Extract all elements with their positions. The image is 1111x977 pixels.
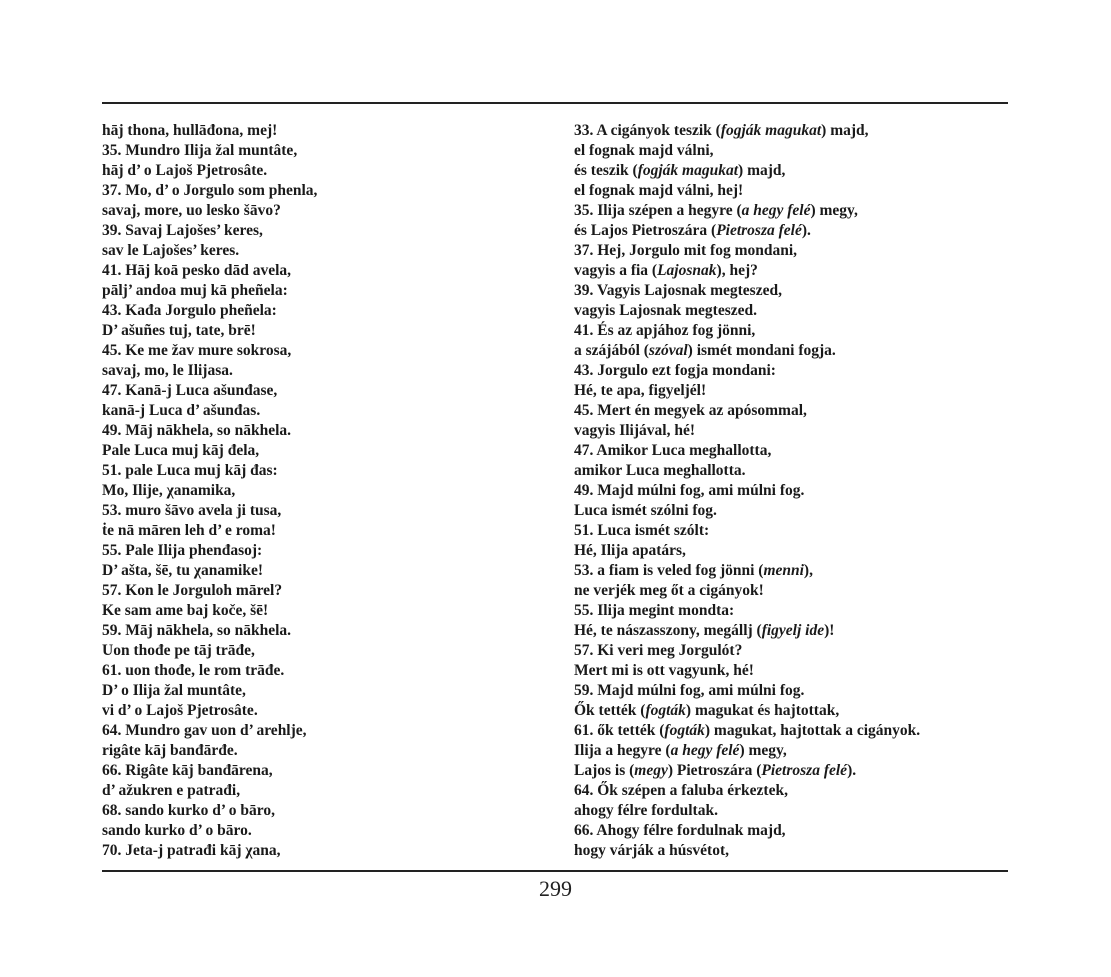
italic-gloss: fogták [664, 722, 705, 739]
text-line: 57. Kon le Jorguloh mārel? [102, 582, 283, 599]
text-line: pālj’ andoa muj kā pheñela: [102, 282, 288, 299]
text-line [574, 621, 1008, 641]
text-line [574, 841, 1008, 861]
text-segment: 64. Ők szépen a faluba érkeztek, [574, 782, 788, 799]
text-line [574, 281, 1008, 301]
italic-gloss: Pietrosza felé [716, 222, 802, 239]
text-line [574, 361, 1008, 381]
text-segment: ) magukat, hajtottak a cigányok. [704, 722, 921, 739]
text-line: 66. Rigâte kāj banđārena, [102, 762, 273, 779]
text-line: kanā-j Luca d’ ašunđas. [102, 402, 261, 419]
text-line: vi d’ o Lajoš Pjetrosâte. [102, 702, 258, 719]
italic-gloss: szóval [648, 342, 688, 359]
text-line [574, 681, 1008, 701]
text-line [574, 241, 1008, 261]
text-segment: Hé, Ilija apatárs, [574, 542, 686, 559]
text-segment: ), hej? [716, 262, 758, 279]
text-line: D’ ašta, šē, tu χanamike! [102, 562, 264, 579]
text-line: 41. Hāj koā pesko dād avela, [102, 262, 292, 279]
text-line: 35. Mundro Ilija žal muntâte, [102, 142, 298, 159]
text-segment: 33. A cigányok teszik ( [574, 122, 721, 139]
text-segment: 43. Jorgulo ezt fogja mondani: [574, 362, 776, 379]
text-line [574, 121, 1008, 141]
text-line [574, 481, 1008, 501]
text-line [574, 401, 1008, 421]
text-line [574, 161, 1008, 181]
text-segment: 49. Majd múlni fog, ami múlni fog. [574, 482, 805, 499]
text-line: Mo, Ilije, χanamika, [102, 482, 236, 499]
text-segment: Luca ismét szólni fog. [574, 502, 717, 519]
italic-gloss: fogják magukat [720, 122, 822, 139]
text-segment: Lajos is ( [574, 762, 635, 779]
text-line [574, 601, 1008, 621]
text-line: hāj d’ o Lajoš Pjetrosâte. [102, 162, 268, 179]
text-line: Ke sam ame baj koče, šē! [102, 602, 269, 619]
romani-text-column [102, 121, 542, 861]
text-segment: el fognak majd válni, hej! [574, 182, 744, 199]
text-line [574, 661, 1008, 681]
italic-gloss: a hegy felé [670, 742, 740, 759]
text-line: 43. Kađa Jorgulo pheñela: [102, 302, 277, 319]
text-line [574, 641, 1008, 661]
text-line: 53. muro šāvo avela ji tusa, [102, 502, 282, 519]
text-line: d’ ažukren e patrađi, [102, 782, 241, 799]
text-line: 51. pale Luca muj kāj đas: [102, 462, 278, 479]
text-segment: Mert mi is ott vagyunk, hé! [574, 662, 754, 679]
text-segment: ). [801, 222, 811, 239]
text-line: ṫe nā māren leh d’ e roma! [102, 522, 276, 539]
text-line: 64. Mundro gav uon d’ arehlje, [102, 722, 307, 739]
text-segment: ne verjék meg őt a cigányok! [574, 582, 764, 599]
text-segment: )! [824, 622, 835, 639]
text-segment: 37. Hej, Jorgulo mit fog mondani, [574, 242, 798, 259]
text-segment: 59. Majd múlni fog, ami múlni fog. [574, 682, 805, 699]
text-line: Uon thođe pe tāj trāđe, [102, 642, 255, 659]
text-segment: és Lajos Pietroszára ( [574, 222, 717, 239]
italic-gloss: Lajosnak [657, 262, 717, 279]
text-line [574, 781, 1008, 801]
text-line [574, 461, 1008, 481]
text-line: 39. Savaj Lajošes’ keres, [102, 222, 263, 239]
text-line: 45. Ke me žav mure sokrosa, [102, 342, 292, 359]
text-segment: vagyis Lajosnak megteszed. [574, 302, 757, 319]
text-line [574, 741, 1008, 761]
text-line [574, 181, 1008, 201]
text-segment: 51. Luca ismét szólt: [574, 522, 710, 539]
text-segment: 45. Mert én megyek az apósommal, [574, 402, 807, 419]
text-segment: 53. a fiam is veled fog jönni ( [574, 562, 764, 579]
text-segment: ) majd, [738, 162, 786, 179]
italic-gloss: a hegy felé [741, 202, 811, 219]
text-segment: 61. ők tették ( [574, 722, 665, 739]
text-line [574, 441, 1008, 461]
text-segment: ) megy, [739, 742, 787, 759]
text-line: rigâte kāj banđārđe. [102, 742, 238, 759]
text-line: 37. Mo, d’ o Jorgulo som phenla, [102, 182, 318, 199]
text-segment: Hé, te apa, figyeljél! [574, 382, 707, 399]
text-line: 49. Māj nākhela, so nākhela. [102, 422, 292, 439]
text-line [574, 341, 1008, 361]
text-line [574, 581, 1008, 601]
text-line [574, 421, 1008, 441]
text-line [574, 561, 1008, 581]
text-segment: Ilija a hegyre ( [574, 742, 671, 759]
text-segment: ), [803, 562, 813, 579]
text-line: 47. Kanā-j Luca ašunđase, [102, 382, 278, 399]
italic-gloss: fogják magukat [637, 162, 739, 179]
text-segment: és teszik ( [574, 162, 638, 179]
text-segment: Hé, te nászasszony, megállj ( [574, 622, 762, 639]
text-segment: ). [847, 762, 857, 779]
text-line: 70. Jeta-j patrađi kāj χana, [102, 842, 281, 859]
italic-gloss: menni [763, 562, 804, 579]
text-segment: ) Pietroszára ( [667, 762, 762, 779]
text-line [574, 321, 1008, 341]
text-line [574, 521, 1008, 541]
text-segment: ahogy félre fordultak. [574, 802, 718, 819]
page-number: 299 [539, 876, 572, 901]
text-line: D’ ašuñes tuj, tate, brē! [102, 322, 256, 339]
text-segment: ) magukat és hajtottak, [685, 702, 840, 719]
text-line [574, 501, 1008, 521]
text-line [574, 761, 1008, 781]
italic-gloss: megy [634, 762, 668, 779]
text-line [574, 141, 1008, 161]
text-segment: amikor Luca meghallotta. [574, 462, 746, 479]
text-line: D’ o Ilija žal muntâte, [102, 682, 246, 699]
text-segment: ) ismét mondani fogja. [687, 342, 836, 359]
text-segment: hogy várják a húsvétot, [574, 842, 730, 859]
text-line: sando kurko d’ o bāro. [102, 822, 252, 839]
text-line [574, 701, 1008, 721]
bottom-rule [102, 870, 1008, 872]
text-line: 55. Pale Ilija phenđasoj: [102, 542, 263, 559]
text-line [574, 261, 1008, 281]
italic-gloss: Pietrosza felé [761, 762, 848, 779]
text-line: 68. sando kurko d’ o bāro, [102, 802, 275, 819]
text-line: sav le Lajošes’ keres. [102, 242, 240, 259]
italic-gloss: fogták [645, 702, 686, 719]
text-segment: el fognak majd válni, [574, 142, 714, 159]
text-line [574, 381, 1008, 401]
text-line [574, 541, 1008, 561]
text-line: hāj thona, hullāđona, mej! [102, 122, 278, 139]
text-segment: 66. Ahogy félre fordulnak majd, [574, 822, 786, 839]
hungarian-translation-column [574, 121, 1008, 861]
text-line: savaj, more, uo lesko šāvo? [102, 202, 281, 219]
text-segment: 57. Ki veri meg Jorgulót? [574, 642, 743, 659]
text-line [574, 821, 1008, 841]
text-segment: vagyis a fia ( [574, 262, 658, 279]
text-segment: 55. Ilija megint mondta: [574, 602, 735, 619]
text-line [574, 801, 1008, 821]
text-segment: 39. Vagyis Lajosnak megteszed, [574, 282, 782, 299]
text-line: savaj, mo, le Ilijasa. [102, 362, 233, 379]
text-segment: Ők tették ( [574, 702, 646, 719]
text-line [574, 201, 1008, 221]
text-segment: 41. És az apjához fog jönni, [574, 322, 756, 339]
text-segment: 47. Amikor Luca meghallotta, [574, 442, 772, 459]
top-rule [102, 102, 1008, 104]
text-segment: ) majd, [821, 122, 869, 139]
text-segment: 35. Ilija szépen a hegyre ( [574, 202, 742, 219]
text-line: 59. Māj nākhela, so nākhela. [102, 622, 292, 639]
text-segment: ) megy, [810, 202, 858, 219]
text-line: Pale Luca muj kāj đela, [102, 442, 260, 459]
text-segment: vagyis Ilijával, hé! [574, 422, 695, 439]
text-line [574, 221, 1008, 241]
text-line [574, 301, 1008, 321]
text-line [574, 721, 1008, 741]
italic-gloss: figyelj ide [761, 622, 825, 639]
text-segment: a szájából ( [574, 342, 649, 359]
text-line: 61. uon thođe, le rom trāđe. [102, 662, 285, 679]
